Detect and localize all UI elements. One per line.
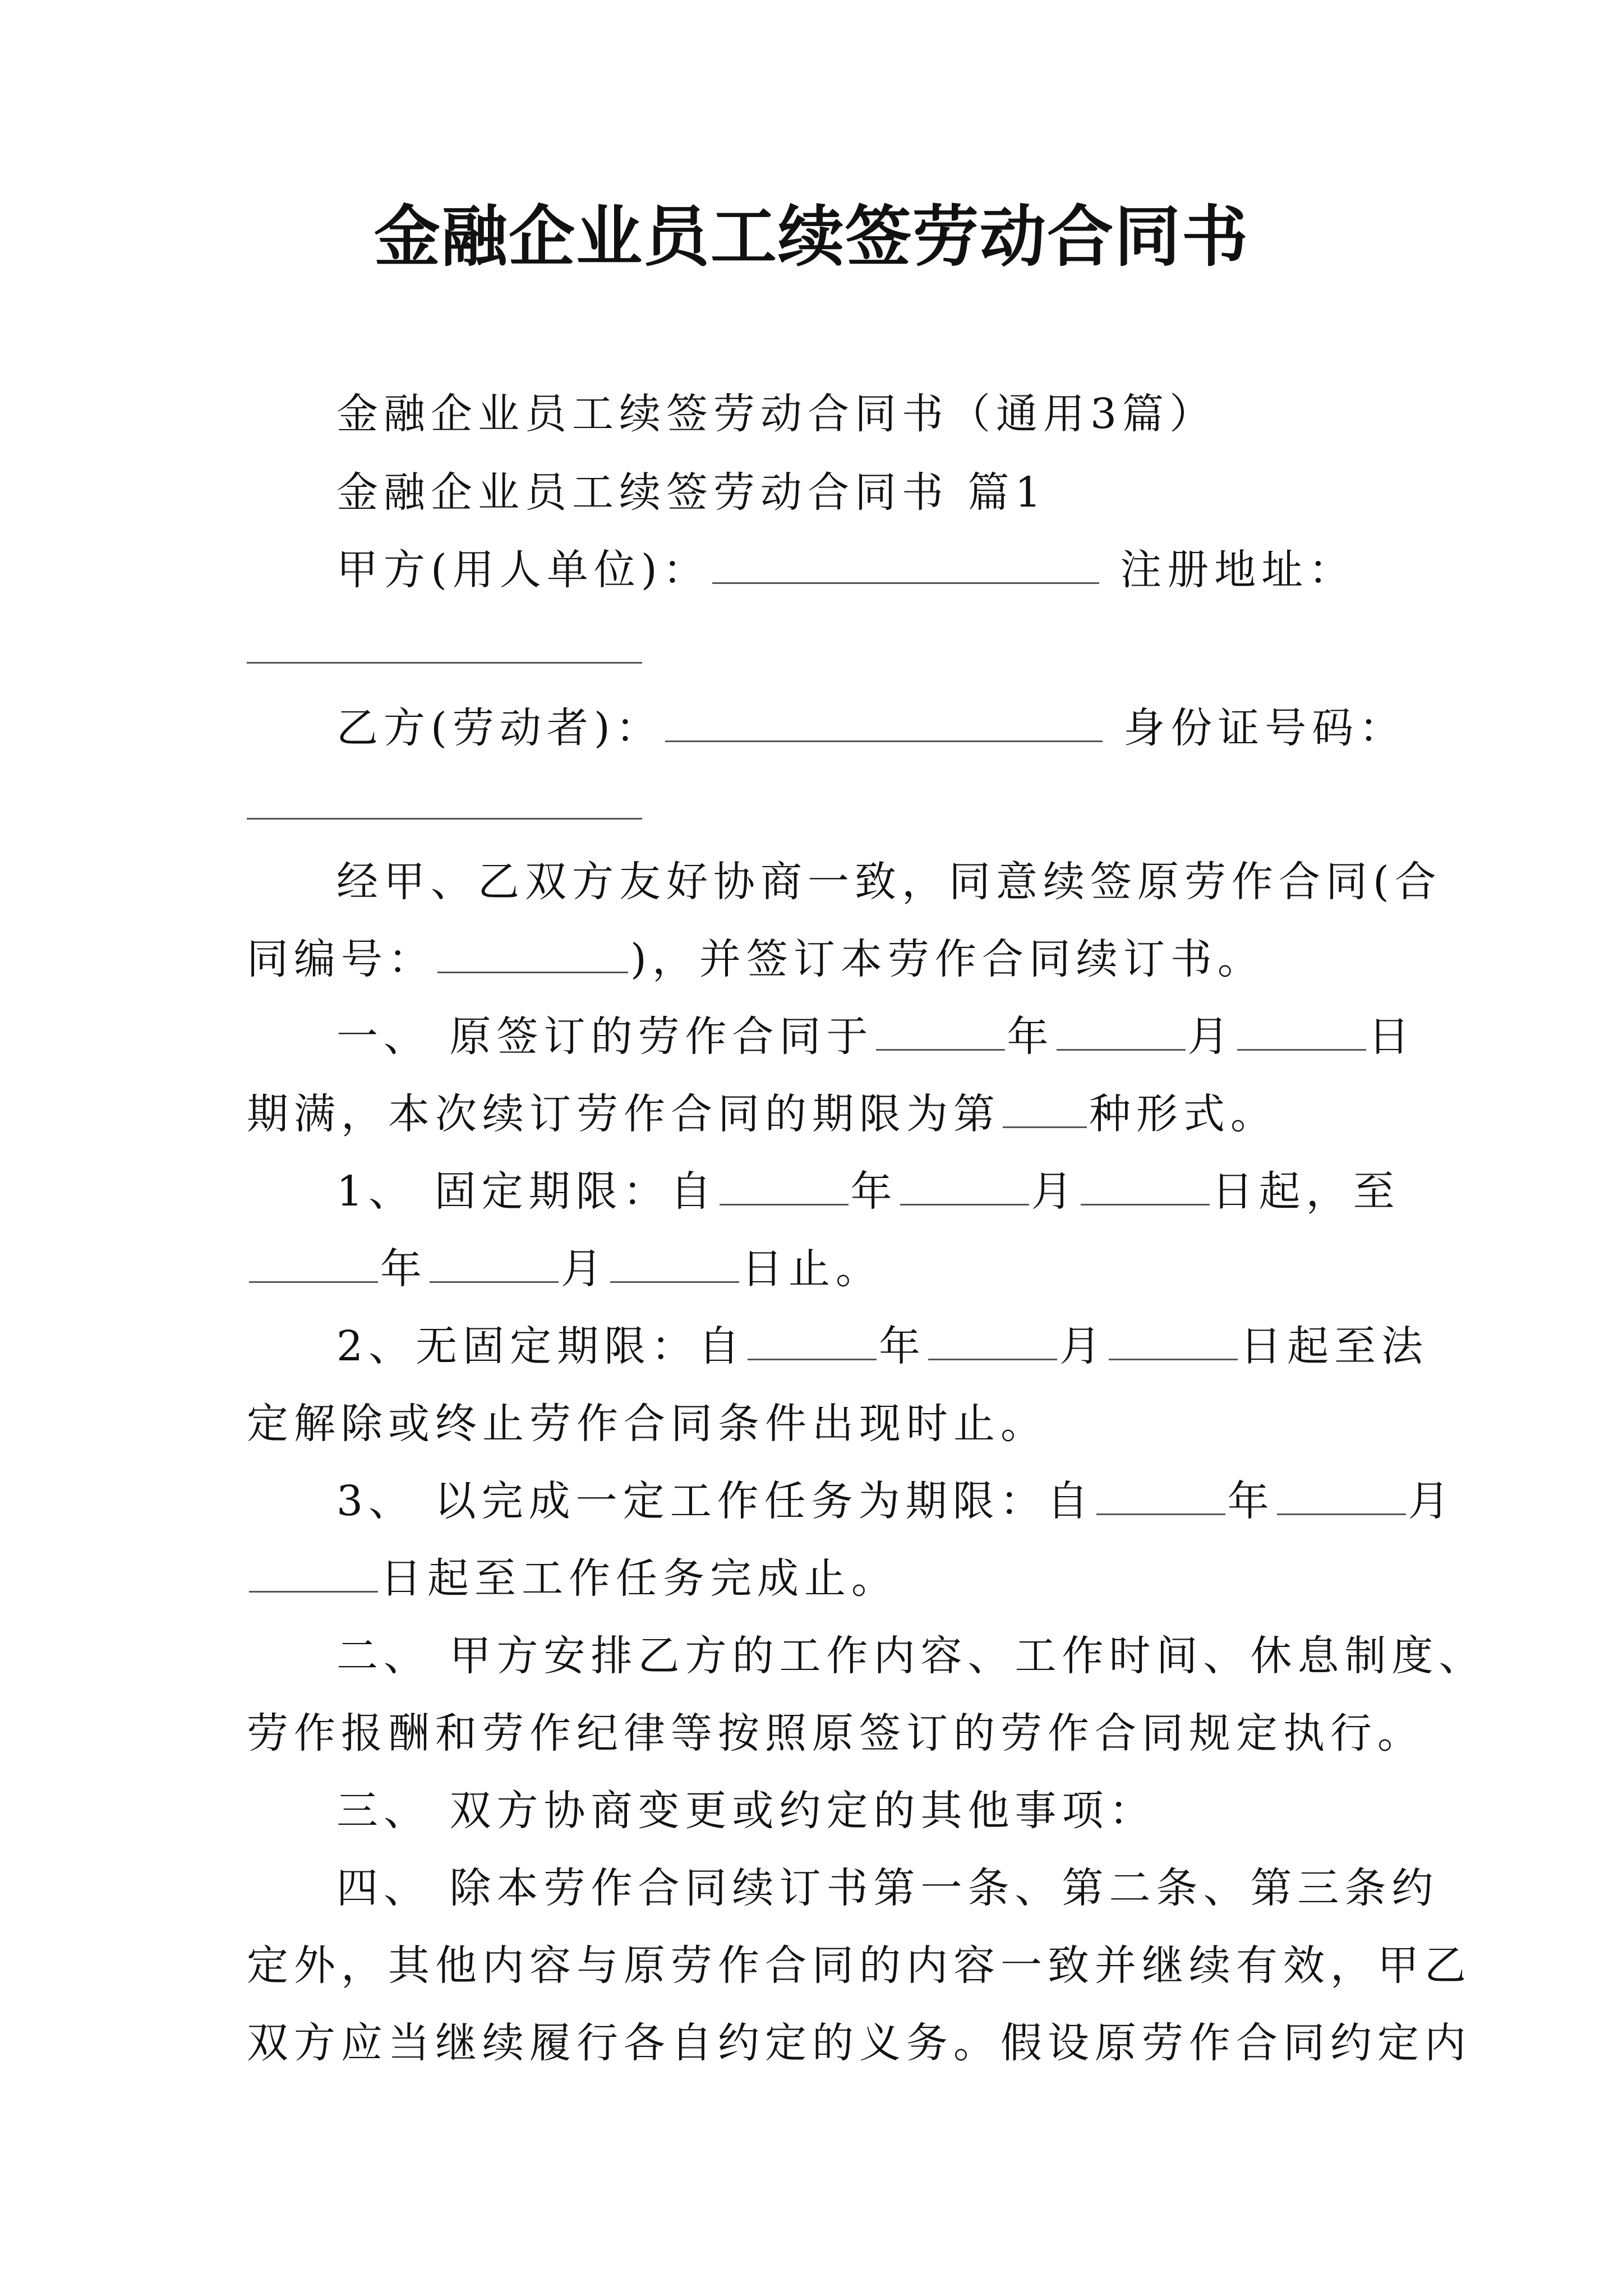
section-1-text-a: 一、 原签订的劳作合同于	[336, 1013, 874, 1061]
item-3-text-a: 3、 以完成一定工作任务为期限：自	[336, 1477, 1094, 1525]
blank-year	[748, 1323, 877, 1360]
id-number-label: 身份证号码：	[1123, 704, 1407, 752]
contract-number-label: 同编号：	[247, 935, 435, 983]
blank-month	[430, 1245, 559, 1283]
id-number-blank	[247, 818, 642, 820]
blank-day	[1237, 1013, 1366, 1051]
intro-line-2	[247, 931, 1265, 987]
blank-day	[1081, 1168, 1210, 1205]
blank-day	[249, 1555, 378, 1593]
blank-month	[1277, 1478, 1406, 1515]
blank-month	[900, 1168, 1029, 1205]
item-1-year-2: 年	[380, 1245, 427, 1293]
section-1-year: 年	[1007, 1013, 1054, 1061]
section-2-line-1: 二、 甲方安排乙方的工作内容、工作时间、休息制度、	[336, 1632, 1486, 1680]
item-3-line-2	[247, 1550, 898, 1607]
section-4-line-3: 双方应当继续履行各自约定的义务。假设原劳作合同约定内	[247, 2019, 1472, 2067]
item-3-month: 月	[1408, 1477, 1455, 1525]
contract-number-blank	[437, 936, 628, 973]
item-3-year: 年	[1227, 1477, 1275, 1525]
item-2-year: 年	[879, 1322, 926, 1370]
blank-year	[1096, 1478, 1225, 1515]
section-4-line-1: 四、 除本劳作合同续订书第一条、第二条、第三条约	[336, 1864, 1439, 1912]
registered-address-blank	[247, 662, 642, 664]
item-2-text-a: 2、无固定期限：自	[336, 1322, 746, 1370]
item-1-month-2: 月	[561, 1245, 608, 1293]
blank-month	[928, 1323, 1057, 1360]
registered-address-label: 注册地址：	[1120, 546, 1356, 594]
item-1-text-b: 日起，至	[1211, 1167, 1400, 1216]
blank-year	[249, 1245, 378, 1283]
party-b-blank	[665, 705, 1103, 742]
section-1-month: 月	[1187, 1013, 1235, 1061]
party-b-row	[336, 700, 1406, 756]
blank-year	[720, 1168, 849, 1205]
section-2-line-2: 劳作报酬和劳作纪律等按照原签订的劳作合同规定执行。	[247, 1709, 1424, 1757]
document-subtitle: 金融企业员工续签劳动合同书（通用3篇）	[336, 390, 1217, 438]
section-1-day: 日	[1368, 1013, 1415, 1061]
item-1-line-1	[336, 1163, 1400, 1220]
section-3-line-1: 三、 双方协商变更或约定的其他事项：	[336, 1787, 1156, 1835]
item-1-line-2	[247, 1241, 883, 1297]
item-2-line-1	[336, 1318, 1428, 1374]
item-1-text-a: 1、 固定期限：自	[336, 1167, 717, 1216]
intro-line-2-rest: )，并签订本劳作合同续订书。	[630, 935, 1265, 983]
section-1-text-c: 种形式。	[1089, 1090, 1278, 1138]
intro-line-1: 经甲、乙双方友好协商一致，同意续签原劳作合同(合	[336, 858, 1442, 906]
item-3-text-b: 日起至工作任务完成止。	[380, 1554, 898, 1603]
party-b-label: 乙方(劳动者)：	[336, 704, 663, 752]
item-1-text-c: 日止。	[741, 1245, 883, 1293]
chapter-heading: 金融企业员工续签劳动合同书 篇1	[336, 468, 1047, 517]
item-2-text-b: 日起至法	[1240, 1322, 1429, 1370]
item-2-month: 月	[1059, 1322, 1107, 1370]
blank-month	[1057, 1013, 1186, 1051]
item-1-year: 年	[850, 1167, 898, 1216]
blank-form	[1003, 1091, 1087, 1128]
section-4-line-2: 定外，其他内容与原劳作合同的内容一致并继续有效，甲乙	[247, 1941, 1472, 1990]
party-a-label: 甲方(用人单位)：	[336, 546, 710, 594]
document-title: 金融企业员工续签劳动合同书	[374, 197, 1249, 275]
section-1-line-2	[247, 1086, 1278, 1142]
section-1-text-b: 期满，本次续订劳作合同的期限为第	[247, 1090, 1000, 1138]
blank-day	[610, 1245, 739, 1283]
item-1-month: 月	[1031, 1167, 1078, 1216]
party-a-row	[336, 542, 1355, 598]
section-1-line-1	[336, 1009, 1415, 1065]
party-a-blank	[712, 546, 1099, 584]
blank-day	[1109, 1323, 1238, 1360]
blank-year	[876, 1013, 1005, 1051]
item-2-line-2: 定解除或终止劳作合同条件出现时止。	[247, 1400, 1048, 1448]
item-3-line-1	[336, 1473, 1455, 1529]
